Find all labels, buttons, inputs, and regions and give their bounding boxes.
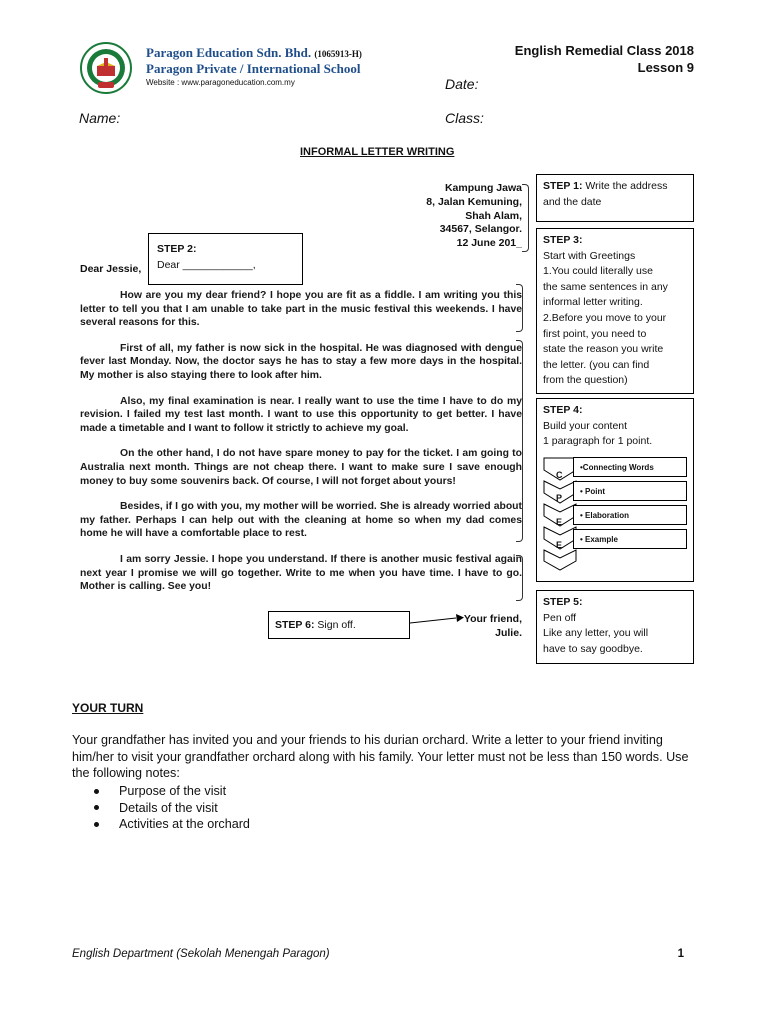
step4-line: 1 paragraph for 1 point.: [543, 435, 653, 448]
cpee-letter: C: [556, 470, 563, 480]
cpee-item: • Elaboration: [573, 505, 687, 525]
cpee-item: •Connecting Words: [573, 457, 687, 477]
bullet-icon: [94, 805, 99, 810]
registration-number: (1065913-H): [314, 49, 362, 59]
step5-line: have to say goodbye.: [543, 642, 643, 655]
page-number: 1: [677, 948, 684, 960]
step3-line: from the question): [543, 374, 628, 387]
your-turn-notes: [72, 783, 250, 833]
date-label: Date:: [445, 76, 479, 92]
cpee-item: • Point: [573, 481, 687, 501]
closing-brace: [516, 555, 523, 601]
letter-paragraph: I am sorry Jessie. I hope you understand. If there is another music festival again next year I promise we will go together. Write to me when you have time. I have to go. Mother is calling. See you!: [80, 553, 522, 593]
your-turn-heading: YOUR TURN: [72, 701, 144, 715]
closing-phrase: Your friend,: [463, 613, 522, 625]
step3-line: the same sentences in any: [543, 280, 668, 293]
address-line: 34567, Selangor.: [439, 223, 522, 236]
step5-title: STEP 5:: [543, 596, 583, 608]
step3-line: informal letter writing.: [543, 296, 643, 309]
signature: Julie.: [495, 627, 522, 639]
arrow-icon: [410, 614, 464, 626]
address-line: 8, Jalan Kemuning,: [426, 195, 522, 208]
step6-title: STEP 6:: [275, 619, 315, 631]
letter-paragraph: First of all, my father is now sick in the hospital. He was diagnosed with dengue fever last Monday. Now, the doctor says he has to stay a few more days in the hospital. My mother is also staying there to look after him.: [80, 342, 522, 381]
school-name: Paragon Private / International School: [146, 61, 361, 76]
school-logo: [80, 42, 132, 94]
cpee-item: • Example: [573, 529, 687, 549]
step1-title: STEP 1:: [543, 180, 583, 192]
letter-paragraph: Besides, if I go with you, my mother will be worried. She is already worried about my father. Perhaps I can help out with the cleaning at home so when my dad comes home he will have a comfortable place to rest.: [80, 501, 522, 540]
bullet-icon: [94, 789, 99, 794]
closing: [464, 612, 522, 640]
step3-line: state the reason you write: [543, 343, 664, 356]
website: Website : www.paragoneducation.com.my: [146, 78, 295, 87]
cpee-diagram: [543, 457, 689, 573]
step1-box: [536, 174, 694, 222]
step4-line: Build your content: [543, 419, 628, 432]
step2-box: [148, 233, 303, 285]
address-brace: [522, 184, 529, 252]
lesson-number: Lesson 9: [637, 60, 694, 75]
footer-department: English Department (Sekolah Menengah Paragon): [72, 948, 330, 960]
step3-line: 1.You could literally use: [543, 265, 653, 278]
address-line: Shah Alam,: [465, 209, 522, 222]
company-name: Paragon Education Sdn. Bhd. (1065913-H): [146, 45, 362, 60]
course-title: English Remedial Class 2018: [514, 43, 694, 58]
letter-paragraph: On the other hand, I do not have spare money to pay for the ticket. I am going to Australia next month. Things are not cheap there. I want to make sure I save enough money to buy some souvenirs back. Of course, I will not forget about yours!: [80, 448, 522, 487]
step3-line: the letter. (you can find: [543, 358, 650, 371]
cpee-letter: E: [556, 540, 563, 550]
class-label: Class:: [445, 110, 484, 126]
cpee-letter: P: [556, 493, 563, 503]
bullet-icon: [94, 822, 99, 827]
list-item: [94, 800, 250, 817]
step1-text-2: and the date: [543, 195, 602, 208]
letter-paragraph: How are you my dear friend? I hope you are fit as a fiddle. I am writing you this letter to tell you that I am unable to take part in the music festival this weekends. I have several reasons for this.: [80, 290, 522, 329]
letter-paragraph: Also, my final examination is near. I really want to use the time I have to do my revision. I failed my test last month. I want to use this opportunity to get better. I have made a timetable and I want to follow it strictly to achieve my goal.: [80, 395, 522, 434]
step6-text: Sign off.: [317, 619, 356, 631]
your-turn-body: Your grandfather has invited you and your friends to his durian orchard. Write a letter to your friend inviting him/her to visit your grandfather orchard along with his family. Your letter must not be less than 150 words. Use the following notes:: [72, 733, 689, 781]
list-item: [94, 816, 250, 833]
letter-date: 12 June 201_: [456, 237, 522, 250]
greeting: Dear Jessie,: [80, 263, 142, 275]
step5-box: [536, 590, 694, 664]
note-text: Details of the visit: [119, 800, 218, 815]
content-brace: [516, 340, 523, 542]
name-label: Name:: [79, 110, 121, 126]
step1-text: Write the address: [585, 180, 668, 192]
step5-line: Like any letter, you will: [543, 627, 649, 640]
step6-box: [268, 611, 410, 639]
step3-line: first point, you need to: [543, 327, 647, 340]
page-title: INFORMAL LETTER WRITING: [300, 146, 455, 158]
note-text: Activities at the orchard: [119, 817, 250, 832]
step2-title: STEP 2:: [157, 243, 197, 255]
step2-text: Dear ____________,: [157, 258, 256, 271]
intro-brace: [516, 284, 523, 332]
step3-box: [536, 228, 694, 394]
step3-line: 2.Before you move to your: [543, 311, 667, 324]
step4-box: [536, 398, 694, 582]
note-text: Purpose of the visit: [119, 784, 227, 798]
step3-line: Start with Greetings: [543, 249, 636, 262]
letter-body: [80, 289, 522, 594]
cpee-letter: E: [556, 517, 563, 527]
step4-title: STEP 4:: [543, 404, 583, 416]
step3-title: STEP 3:: [543, 234, 583, 246]
sender-address: [426, 182, 522, 251]
step5-line: Pen off: [543, 611, 577, 624]
address-line: Kampung Jawa: [444, 182, 522, 194]
list-item: [94, 783, 250, 800]
